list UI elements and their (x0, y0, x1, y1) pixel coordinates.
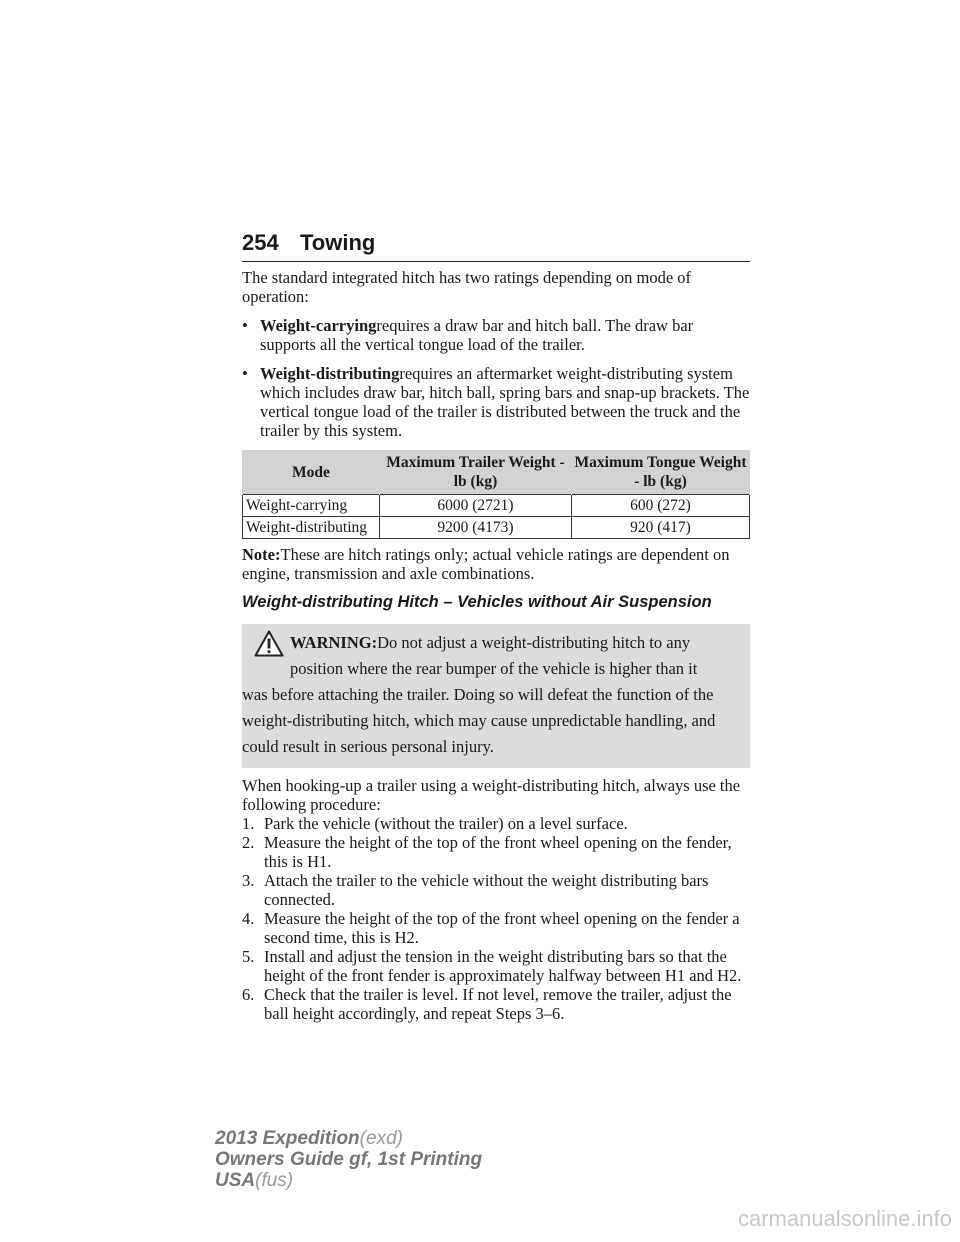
table-header-row (243, 450, 750, 495)
bullet-term: Weight-distributing (260, 364, 400, 383)
warning-text-first: Do not adjust a weight-distributing hitch to any position where the rear bumper of the vehicle is higher than it (290, 633, 698, 678)
table-cell-tongue-weight: 600 (272) (572, 495, 750, 517)
warning-box (242, 624, 750, 768)
table-row (243, 495, 750, 517)
list-item: 2. Measure the height of the top of the front wheel opening on the fender, this is H1. (242, 833, 732, 871)
table-cell-mode: Weight-carrying (243, 495, 380, 517)
warning-triangle-icon (254, 630, 284, 657)
page-footer (215, 1128, 482, 1191)
warning-label: WARNING: (290, 633, 378, 652)
note-paragraph (242, 545, 750, 583)
column-header-tongue-weight: Maximum Tongue Weight - lb (kg) (572, 450, 750, 495)
table-cell-trailer-weight: 9200 (4173) (380, 517, 572, 539)
footer-guide: Owners Guide gf, 1st Printing (215, 1149, 483, 1170)
subsection-heading: Weight-distributing Hitch – Vehicles without Air Suspension (242, 593, 712, 611)
table-cell-tongue-weight: 920 (417) (572, 517, 750, 539)
page-content (242, 268, 750, 1023)
footer-market: USA (215, 1170, 256, 1191)
bullet-weight-carrying (242, 316, 750, 354)
bullet-term: Weight-carrying (260, 316, 377, 335)
note-label: Note: (242, 545, 281, 564)
watermark: carmanualsonline.info (737, 1206, 952, 1231)
column-header-trailer-weight: Maximum Trailer Weight - lb (kg) (380, 450, 572, 495)
table-cell-trailer-weight: 6000 (2721) (380, 495, 572, 517)
bullet-icon: • (242, 316, 248, 335)
bullet-weight-distributing (242, 364, 750, 440)
note-text: These are hitch ratings only; actual vehicle ratings are dependent on engine, transmission and axle combinations. (242, 545, 730, 583)
list-item: 6. Check that the trailer is level. If not level, remove the trailer, adjust the ball height accordingly, and repeat Steps 3–6. (242, 985, 732, 1023)
list-item: 1. Park the vehicle (without the trailer) on a level surface. (242, 814, 628, 833)
procedure-intro: When hooking-up a trailer using a weight-distributing hitch, always use the following procedure: (242, 776, 741, 814)
hitch-ratings-table (242, 450, 750, 539)
footer-model-code: (exd) (359, 1128, 403, 1149)
intro-paragraph: The standard integrated hitch has two ratings depending on mode of operation: (242, 268, 692, 306)
footer-model: 2013 Expedition (215, 1128, 360, 1149)
warning-text-rest: was before attaching the trailer. Doing so will defeat the function of the weight-distributing hitch, which may cause unpredictable handling, and could result in serious personal injury. (242, 685, 716, 756)
list-item: 4. Measure the height of the top of the front wheel opening on the fender a second time, this is H2. (242, 909, 740, 947)
list-item: 3. Attach the trailer to the vehicle without the weight distributing bars connected. (242, 871, 709, 909)
table-row (243, 517, 750, 539)
bullet-text: requires a draw bar and hitch ball. The draw bar supports all the vertical tongue load of the trailer. (260, 316, 694, 354)
list-item: 5. Install and adjust the tension in the weight distributing bars so that the height of the front fender is approximately halfway between H1 and H2. (242, 947, 742, 985)
footer-market-code: (fus) (255, 1170, 294, 1191)
procedure-steps (242, 814, 750, 1023)
page-header (242, 228, 750, 262)
page-number: 254 (242, 230, 279, 255)
section-title: Towing (300, 230, 376, 255)
bullet-text: requires an aftermarket weight-distributing system which includes draw bar, hitch ball, spring bars and snap-up brackets. The vertical tongue load of the trailer is distributed between the truck and the trailer by this system. (260, 364, 750, 440)
column-header-mode: Mode (243, 450, 380, 495)
table-cell-mode: Weight-distributing (243, 517, 380, 539)
bullet-icon: • (242, 364, 248, 383)
